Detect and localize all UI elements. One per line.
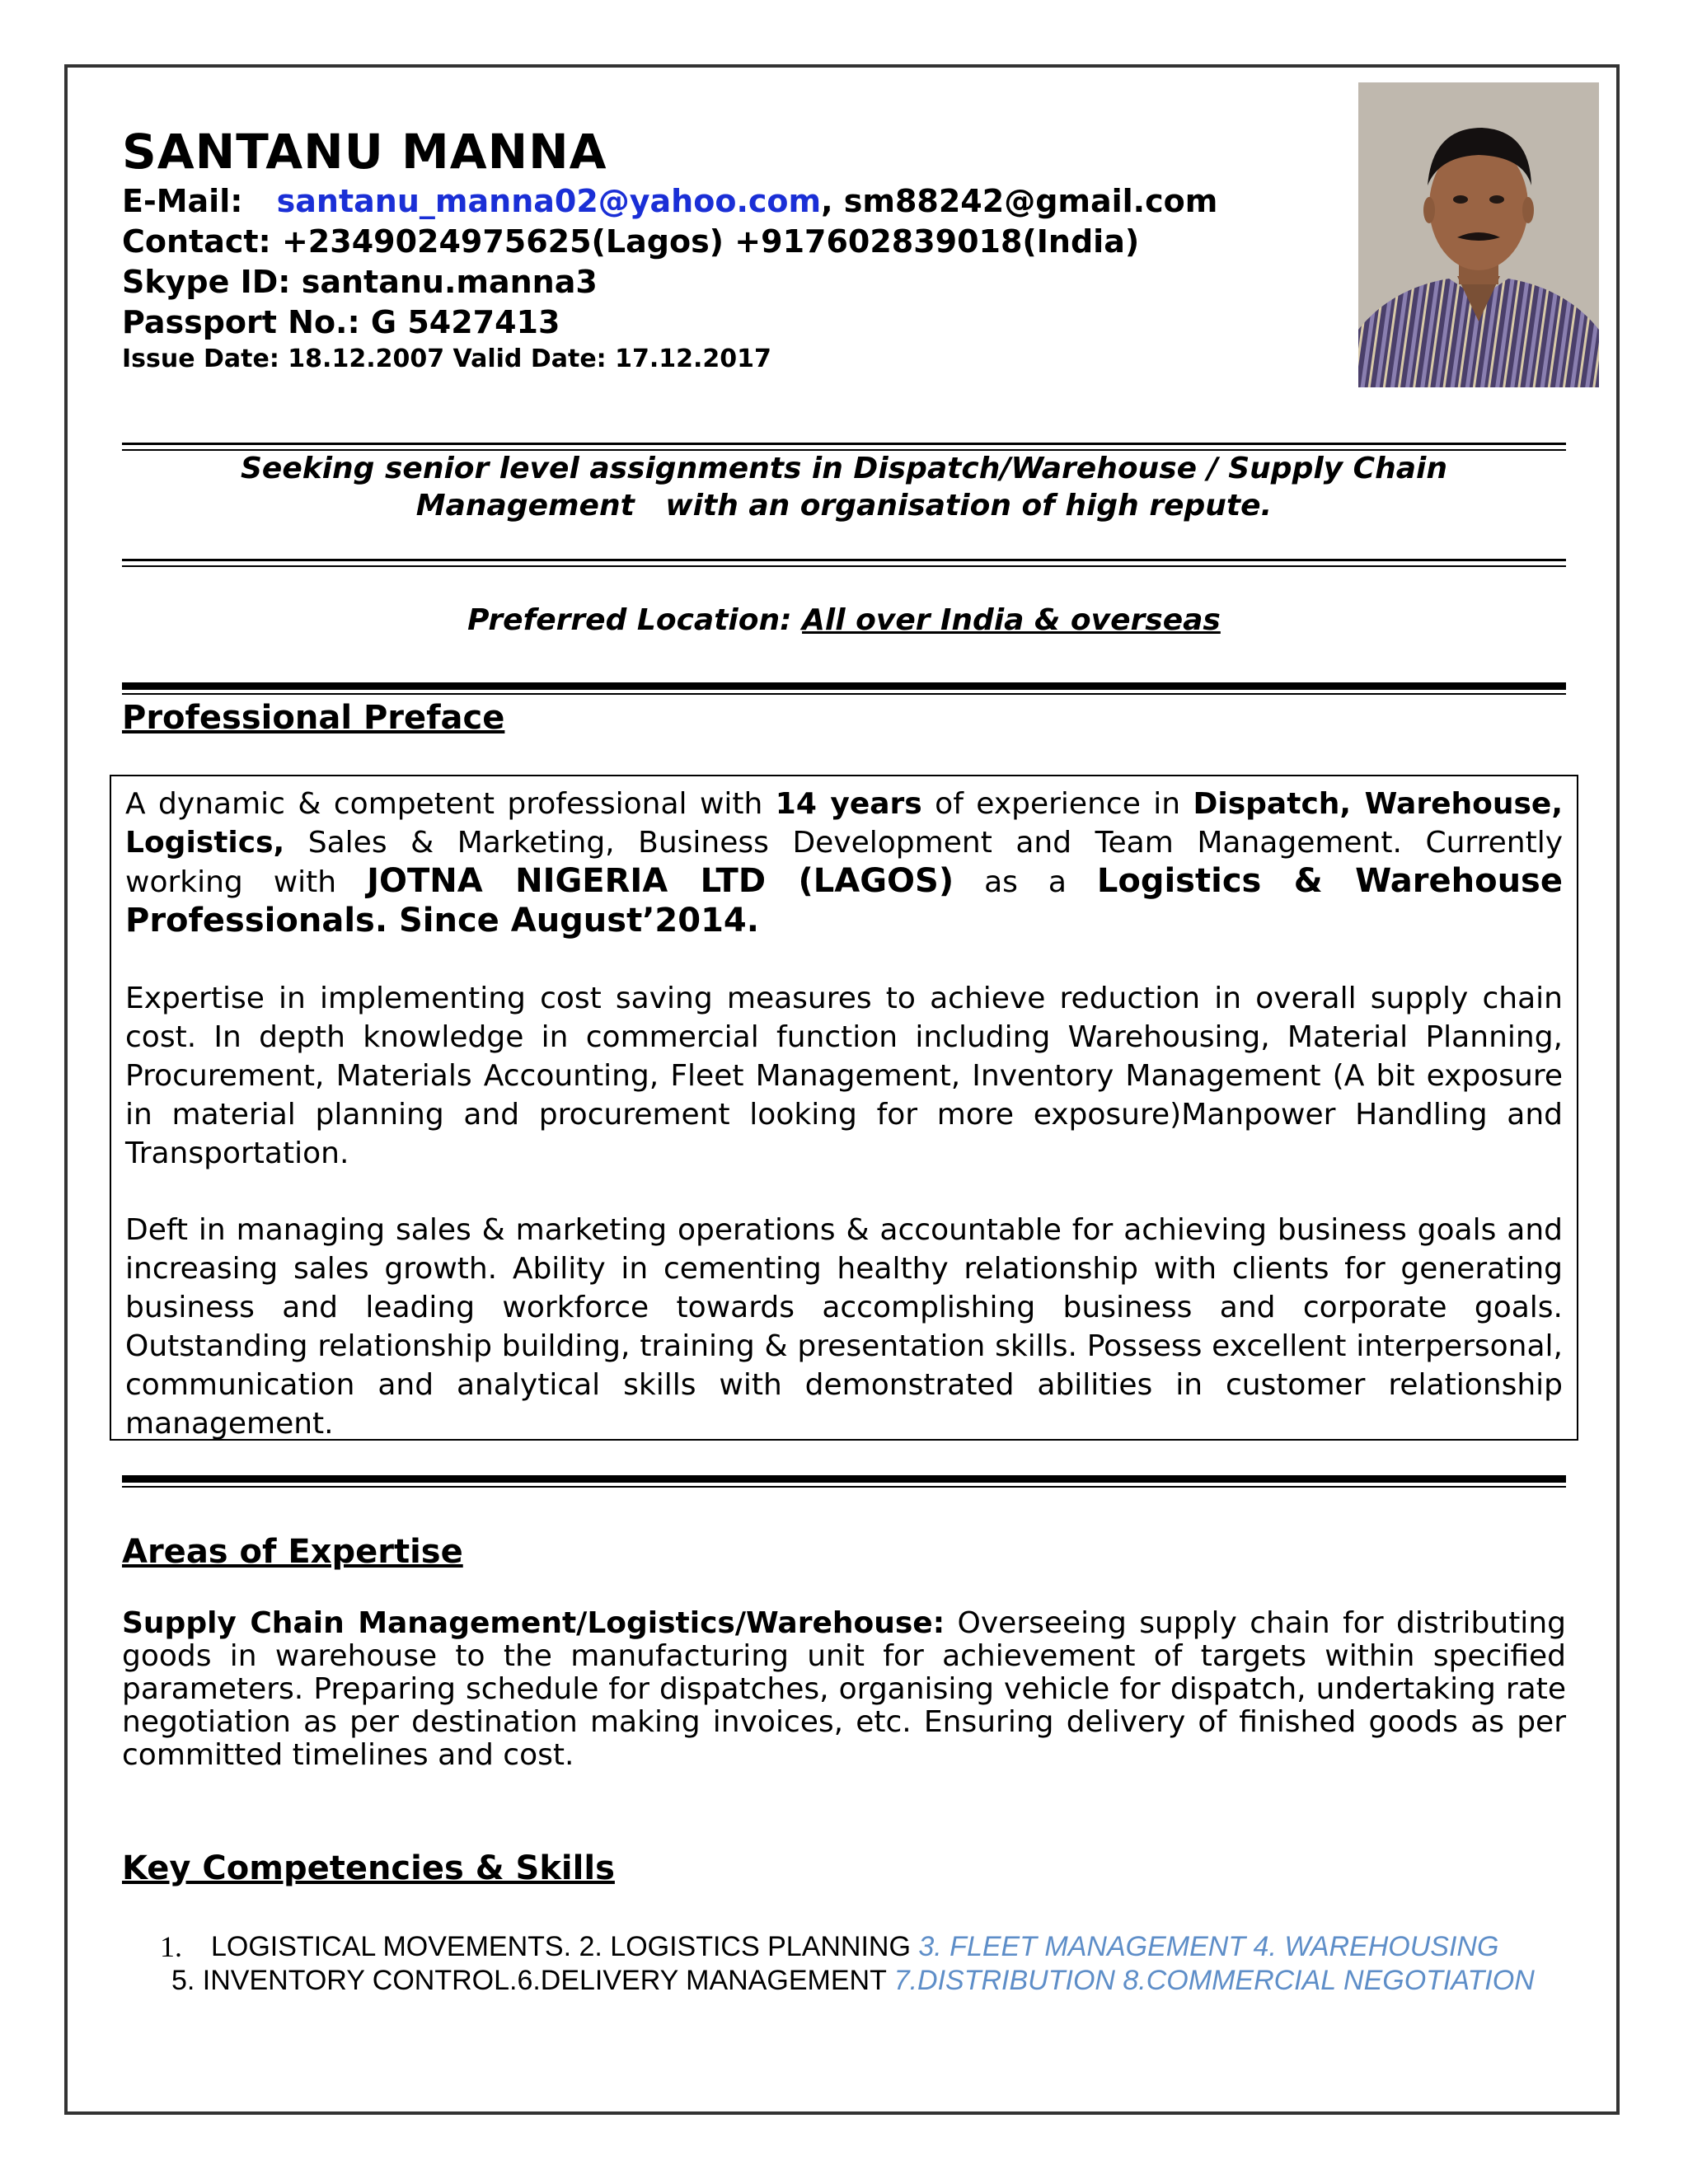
rule-thick-2	[122, 1475, 1566, 1488]
skills-number-1: 1.	[160, 1930, 182, 1963]
objective-line-1: Seeking senior level assignments in Dispatch/Warehouse / Supply Chain	[241, 452, 1447, 485]
preface-paragraph-3: Deft in managing sales & marketing operations & accountable for achieving business goals and increasing sales growth. Ability in cementing healthy relationship with clients for generating business and leading workforce towards accomplishing business and corporate goals. Outstanding relationship building, training & presentation skills. Possess excellent interpersonal, communication and analytical skills with demonstrated abilities in customer relationship management.	[125, 1213, 1563, 1441]
objective-statement	[122, 450, 1566, 524]
skills-black-2: 5. INVENTORY CONTROL.6.DELIVERY MANAGEMENT	[171, 1965, 894, 1996]
preface-paragraph-2: Expertise in implementing cost saving measures to achieve reduction in overall supply chain cost. In depth knowledge in commercial function including Warehousing, Material Planning, Procurement, Materials Accounting, Fleet Management, Inventory Management (A bit exposure in material planning and procurement looking for more exposure)Manpower Handling and Transportation.	[125, 982, 1563, 1170]
expertise-text: Overseeing supply chain for distributing goods in warehouse to the manufacturing unit for achievement of targets within specified parameters. Preparing schedule for dispatches, organising vehicle for dispatch, undertaking rate negotiation as per destination making invoices, etc. Ensuring delivery of finished goods as per committed timelines and cost.	[122, 1606, 1566, 1772]
expertise-label: Supply Chain Management/Logistics/Warehouse:	[122, 1606, 945, 1640]
profile-photo	[1358, 82, 1599, 387]
section-title-preface: Professional Preface	[122, 699, 505, 737]
skills-line-1	[171, 1930, 1566, 1964]
section-title-expertise: Areas of Expertise	[122, 1533, 463, 1571]
location-value: All over India & overseas	[802, 603, 1221, 637]
skills-black-1: LOGISTICAL MOVEMENTS. 2. LOGISTICS PLANNING	[211, 1931, 919, 1962]
preface-paragraph-1: A dynamic & competent professional with 14 years of experience in Dispatch, Warehouse, Logistics, Sales & Marketing, Business Development and Team Management. Currently working with JOTNA NIGERIA LTD (LAGOS) as a Logistics & Warehouse Professionals. Since August’2014.	[125, 787, 1563, 940]
rule-thick-1	[122, 682, 1566, 695]
preface-box	[110, 775, 1578, 1441]
passport-line: Passport No.: G 5427413	[122, 304, 560, 340]
email-label: E-Mail:	[122, 183, 243, 219]
section-title-skills: Key Competencies & Skills	[122, 1849, 615, 1887]
email-primary-link[interactable]: santanu_manna02@yahoo.com	[276, 183, 822, 219]
expertise-paragraph	[122, 1607, 1566, 1772]
preferred-location	[122, 603, 1566, 637]
rule-bottom-objective	[122, 559, 1566, 567]
passport-dates: Issue Date: 18.12.2007 Valid Date: 17.12.2017	[122, 344, 771, 373]
skype-line: Skype ID: santanu.manna3	[122, 264, 598, 300]
candidate-name: SANTANU MANNA	[122, 124, 607, 180]
location-label: Preferred Location:	[467, 603, 803, 637]
skills-blue-2: 7.DISTRIBUTION 8.COMMERCIAL NEGOTIATION	[893, 1965, 1535, 1996]
email-secondary: , sm88242@gmail.com	[821, 183, 1218, 219]
skills-blue-1: 3. FLEET MANAGEMENT 4. WAREHOUSING	[918, 1931, 1499, 1962]
objective-line-2: Management with an organisation of high repute.	[415, 489, 1273, 523]
contact-line: Contact: +2349024975625(Lagos) +917602839018(India)	[122, 223, 1140, 260]
skills-line-2	[171, 1964, 1566, 1998]
skills-list	[160, 1930, 1566, 1998]
email-line	[122, 183, 1217, 219]
